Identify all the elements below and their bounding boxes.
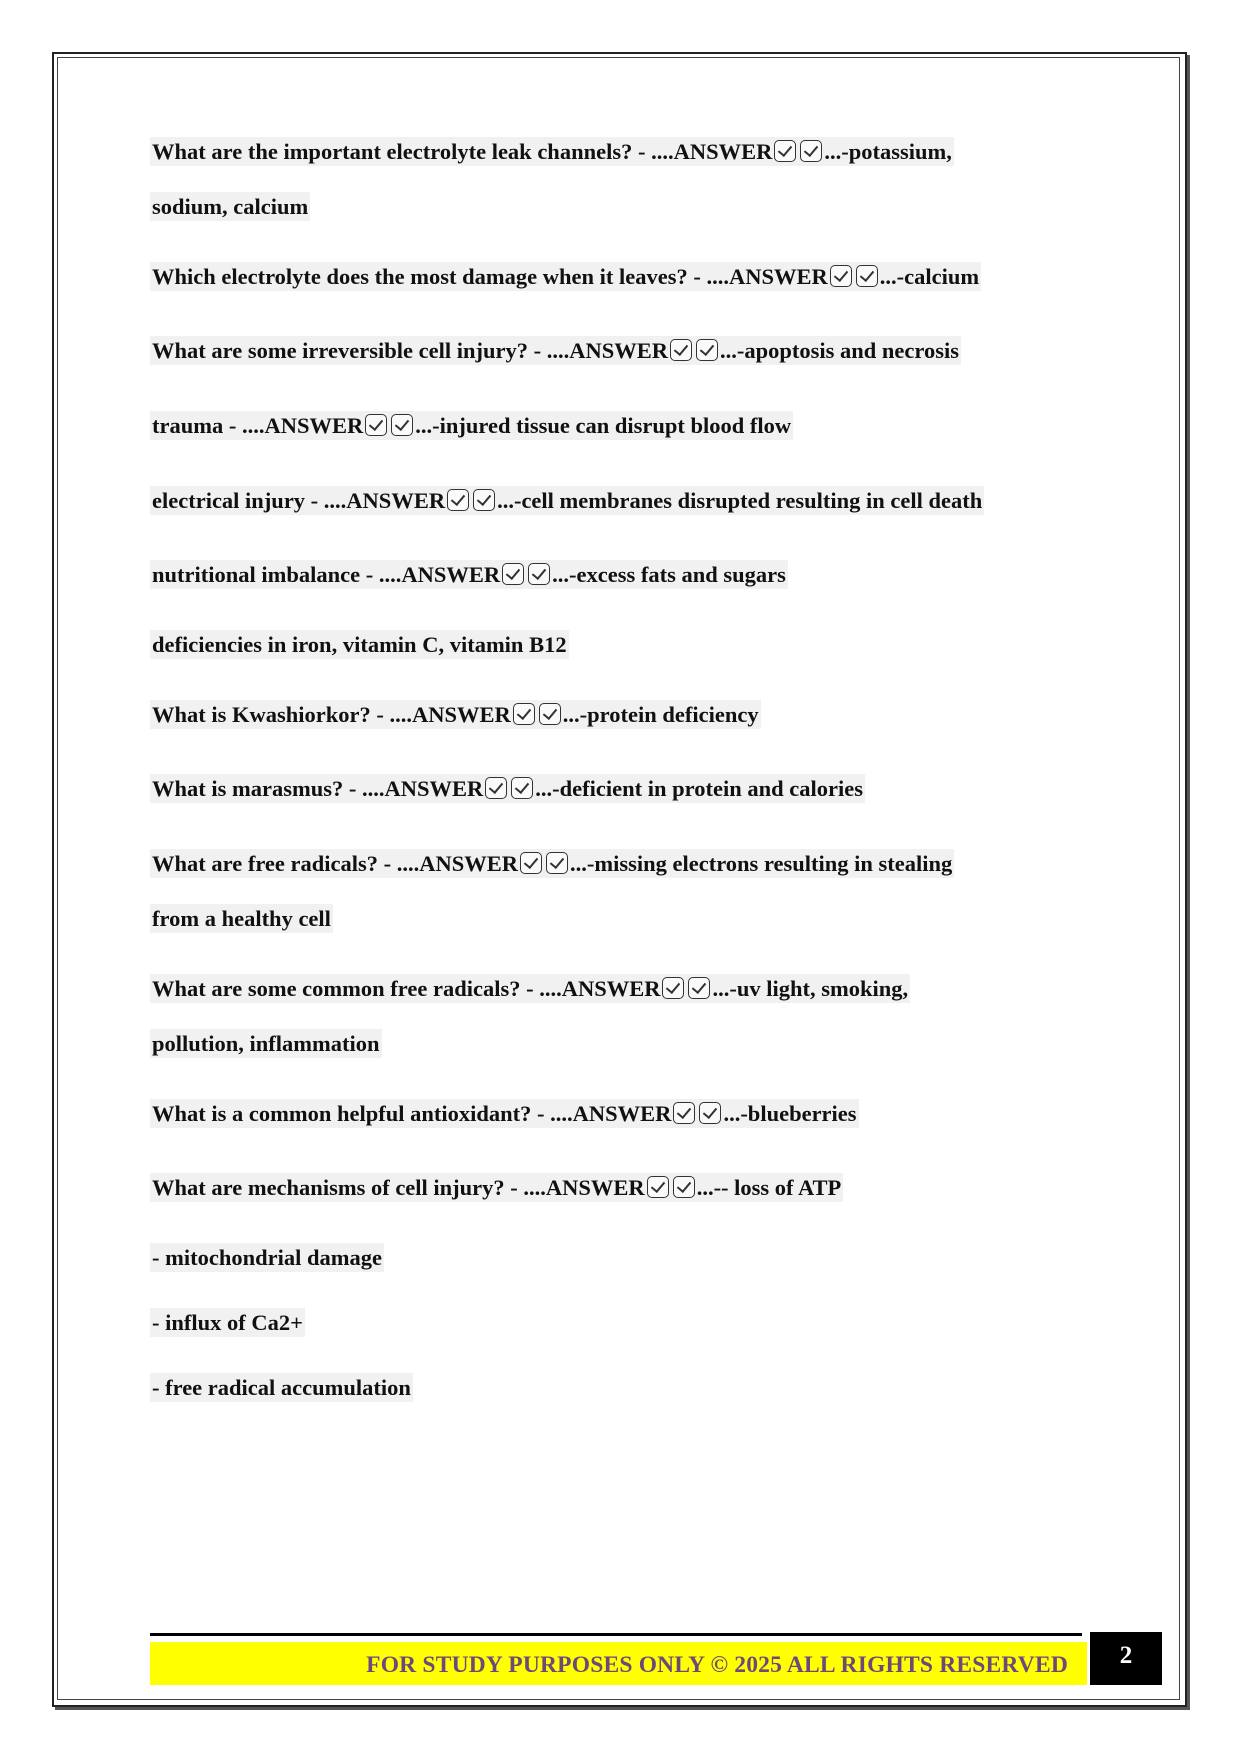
question-text: trauma - ....ANSWER bbox=[152, 413, 364, 438]
qa-line bbox=[150, 406, 793, 446]
answer-continuation: - free radical accumulation bbox=[152, 1375, 411, 1400]
checkbox-icon bbox=[800, 140, 822, 162]
question-text: nutritional imbalance - ....ANSWER bbox=[152, 562, 501, 587]
footer-text: FOR STUDY PURPOSES ONLY © 2025 ALL RIGHTS RESERVED bbox=[366, 1652, 1068, 1678]
qa-line bbox=[150, 769, 865, 809]
answer-text: ...-protein deficiency bbox=[562, 702, 759, 727]
answer-text: ...-cell membranes disrupted resulting in cell death bbox=[497, 488, 983, 513]
page-number: 2 bbox=[1090, 1632, 1162, 1685]
qa-line bbox=[150, 1238, 384, 1278]
answer-text: ...-- loss of ATP bbox=[696, 1175, 842, 1200]
checkbox-icon bbox=[473, 489, 495, 511]
checkbox-icon bbox=[856, 265, 878, 287]
answer-text: ...-deficient in protein and calories bbox=[535, 776, 863, 801]
answer-continuation: - mitochondrial damage bbox=[152, 1245, 382, 1270]
checkbox-icon bbox=[447, 489, 469, 511]
answer-text: ...-missing electrons resulting in stealing bbox=[570, 851, 953, 876]
answer-continuation: from a healthy cell bbox=[152, 906, 331, 931]
answer-text: ...-blueberries bbox=[723, 1101, 857, 1126]
question-text: What is marasmus? - ....ANSWER bbox=[152, 776, 484, 801]
answer-continuation: sodium, calcium bbox=[152, 194, 309, 219]
checkbox-icon bbox=[670, 339, 692, 361]
question-text: What are some irreversible cell injury? - ....ANSWER bbox=[152, 338, 668, 363]
answer-text: ...-apoptosis and necrosis bbox=[719, 338, 959, 363]
qa-line bbox=[150, 625, 569, 665]
checkbox-icon bbox=[673, 1102, 695, 1124]
answer-text: ...-uv light, smoking, bbox=[712, 976, 909, 1001]
qa-line bbox=[150, 899, 333, 939]
answer-text: ...-injured tissue can disrupt blood flow bbox=[415, 413, 792, 438]
checkbox-icon bbox=[539, 703, 561, 725]
qa-line bbox=[150, 844, 954, 884]
qa-line bbox=[150, 257, 981, 297]
qa-line bbox=[150, 695, 761, 735]
checkbox-icon bbox=[662, 977, 684, 999]
checkbox-icon bbox=[511, 777, 533, 799]
qa-line bbox=[150, 331, 961, 371]
qa-line bbox=[150, 969, 910, 1009]
checkbox-icon bbox=[365, 414, 387, 436]
answer-text: ...-potassium, bbox=[824, 139, 952, 164]
footer-rule bbox=[150, 1633, 1082, 1636]
qa-line bbox=[150, 1168, 843, 1208]
question-text: What is Kwashiorkor? - ....ANSWER bbox=[152, 702, 511, 727]
question-text: What are the important electrolyte leak channels? - ....ANSWER bbox=[152, 139, 773, 164]
qa-line bbox=[150, 481, 984, 521]
answer-continuation: pollution, inflammation bbox=[152, 1031, 380, 1056]
question-text: Which electrolyte does the most damage when it leaves? - ....ANSWER bbox=[152, 264, 828, 289]
qa-line bbox=[150, 1303, 305, 1343]
checkbox-icon bbox=[485, 777, 507, 799]
answer-text: ...-calcium bbox=[879, 264, 980, 289]
question-text: What is a common helpful antioxidant? - ....ANSWER bbox=[152, 1101, 672, 1126]
checkbox-icon bbox=[673, 1176, 695, 1198]
checkbox-icon bbox=[699, 1102, 721, 1124]
checkbox-icon bbox=[546, 852, 568, 874]
question-text: What are some common free radicals? - ....ANSWER bbox=[152, 976, 661, 1001]
qa-line bbox=[150, 1368, 413, 1408]
qa-line bbox=[150, 555, 788, 595]
question-text: What are free radicals? - ....ANSWER bbox=[152, 851, 518, 876]
answer-text: ...-excess fats and sugars bbox=[552, 562, 786, 587]
qa-line bbox=[150, 187, 310, 227]
checkbox-icon bbox=[528, 563, 550, 585]
answer-continuation: deficiencies in iron, vitamin C, vitamin B12 bbox=[152, 632, 567, 657]
checkbox-icon bbox=[696, 339, 718, 361]
question-text: electrical injury - ....ANSWER bbox=[152, 488, 446, 513]
checkbox-icon bbox=[520, 852, 542, 874]
qa-line bbox=[150, 1094, 859, 1134]
question-text: What are mechanisms of cell injury? - ....ANSWER bbox=[152, 1175, 645, 1200]
checkbox-icon bbox=[774, 140, 796, 162]
qa-line bbox=[150, 1024, 382, 1064]
answer-continuation: - influx of Ca2+ bbox=[152, 1310, 303, 1335]
checkbox-icon bbox=[391, 414, 413, 436]
checkbox-icon bbox=[502, 563, 524, 585]
checkbox-icon bbox=[647, 1176, 669, 1198]
qa-line bbox=[150, 132, 954, 172]
checkbox-icon bbox=[688, 977, 710, 999]
checkbox-icon bbox=[513, 703, 535, 725]
checkbox-icon bbox=[830, 265, 852, 287]
